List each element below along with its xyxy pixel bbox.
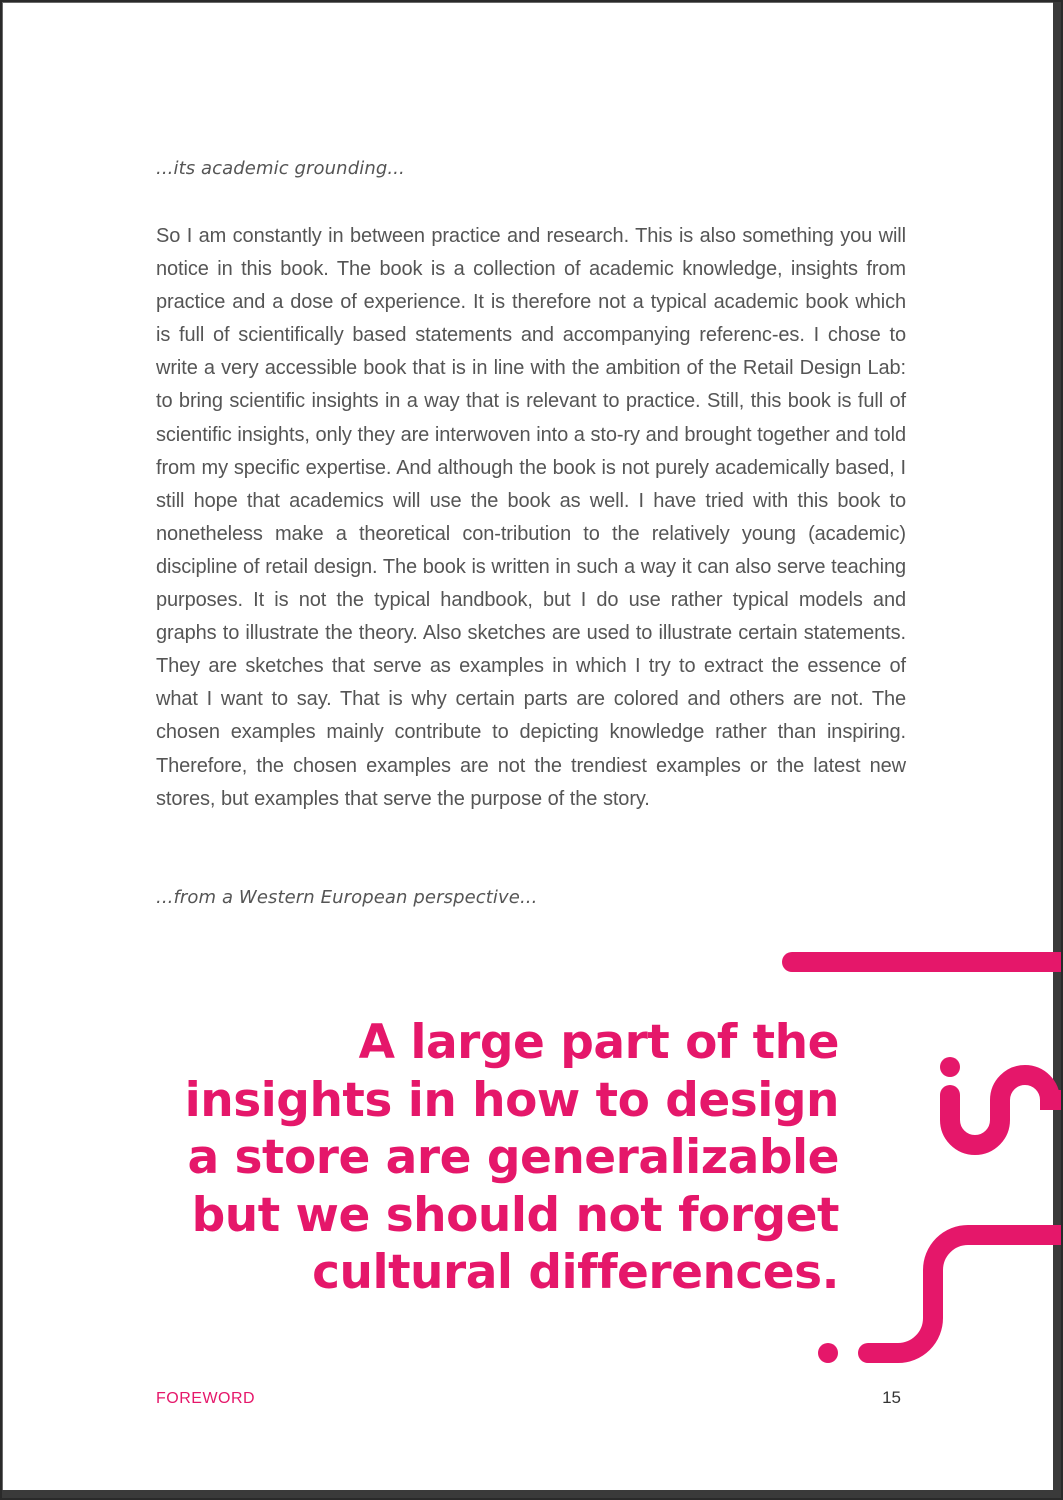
footer-section-label: FOREWORD: [156, 1390, 256, 1407]
page-number: 15: [882, 1388, 901, 1407]
pull-quote-line: cultural differences.: [312, 1245, 839, 1300]
pull-quote: [79, 1014, 839, 1302]
pull-quote-line: a store are generalizable: [187, 1130, 839, 1185]
pull-quote-line: insights in how to design: [184, 1072, 839, 1128]
section-intro-heading: ...its academic grounding...: [156, 158, 405, 179]
pull-quote-line: but we should not forget: [191, 1187, 839, 1243]
pull-quote-line: A large part of the: [358, 1015, 839, 1070]
section-intro-heading-2: ...from a Western European perspective...: [156, 887, 538, 908]
body-paragraph: So I am constantly in between practice and research. This is also something you will notice in this book. The book is a collection of academic knowledge, insights from practice and a dose of experience. It is therefore not a typical academic book which is full of scientifically based statements and accompanying referenc-es. I chose to write a very accessible book that is in line with the ambition of the Retail Design Lab: to bring scientific insights in a way that is relevant to practice. Still, this book is full of scientific insights, only they are interwoven into a sto-ry and brought together and told from my specific expertise. And although the book is not purely academically based, I still hope that academics will use the book as well. I have tried with this book to nonetheless make a theoretical con-tribution to the relatively young (academic) discipline of retail design. The book is written in such a way it can also serve teaching purposes. It is not the typical handbook, but I do use rather typical models and graphs to illustrate the theory. Also sketches are used to illustrate certain statements. They are sketches that serve as examples in which I try to extract the essence of what I want to say. That is why certain parts are colored and others are not. The chosen examples mainly contribute to depicting knowledge rather than inspiring. Therefore, the chosen examples are not the trendiest examples or the latest new stores, but examples that serve the purpose of the story.: [156, 225, 906, 810]
